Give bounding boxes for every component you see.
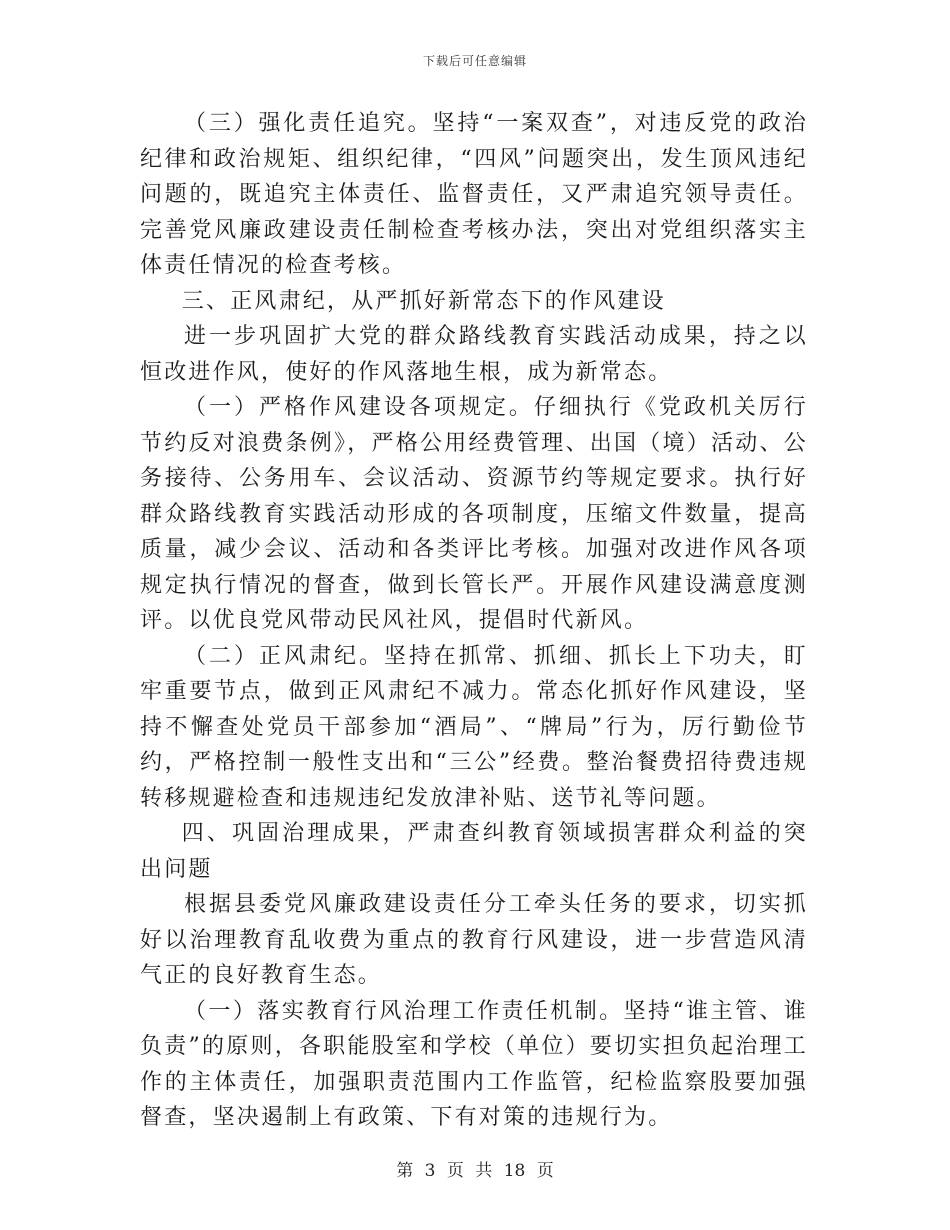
document-body <box>140 106 808 1136</box>
paragraph-strict-regulations: （一）严格作风建设各项规定。仔细执行《党政机关厉行节约反对浪费条例》，严格公用经费管理、出国（境）活动、公务接待、公务用车、会议活动、资源节约等规定要求。执行好群众路线教育实践活动形成的各项制度，压缩文件数量，提高质量，减少会议、活动和各类评比考核。加强对改进作风各项规定执行情况的督查，做到长管长严。开展作风建设满意度测评。以优良党风带动民风社风，提倡时代新风。 <box>140 395 808 633</box>
paragraph-consolidate-results: 进一步巩固扩大党的群众路线教育实践活动成果，持之以恒改进作风，使好的作风落地生根，成为新常态。 <box>140 324 808 385</box>
section-heading-4: 四、巩固治理成果，严肃查纠教育领域损害群众利益的突出问题 <box>140 821 808 882</box>
paragraph-rectify-discipline: （二）正风肃纪。坚持在抓常、抓细、抓长上下功夫，盯牢重要节点，做到正风肃纪不减力。常态化抓好作风建设，坚持不懈查处党员干部参加“酒局”、“牌局”行为，厉行勤俭节约，严格控制一般性支出和“三公”经费。整治餐费招待费违规转移规避检查和违规违纪发放津补贴、送节礼等问题。 <box>140 643 808 811</box>
page-number-footer: 第 3 页 共 18 页 <box>396 1161 554 1181</box>
paragraph-responsibility-mechanism: （一）落实教育行风治理工作责任机制。坚持“谁主管、谁负责”的原则，各职能股室和学校（单位）要切实担负起治理工作的主体责任，加强职责范围内工作监管，纪检监察股要加强督查，坚决遏制上有政策、下有对策的违规行为。 <box>140 998 808 1130</box>
page-header: 下载后可任意编辑 <box>422 54 527 68</box>
paragraph-strengthen-accountability: （三）强化责任追究。坚持“一案双查”，对违反党的政治纪律和政治规矩、组织纪律，“四风”问题突出，发生顶风违纪问题的，既追究主体责任、监督责任，又严肃追究领导责任。完善党风廉政建设责任制检查考核办法，突出对党组织落实主体责任情况的检查考核。 <box>140 111 808 278</box>
paragraph-county-committee: 根据县委党风廉政建设责任分工牵头任务的要求，切实抓好以治理教育乱收费为重点的教育行风建设，进一步营造风清气正的良好教育生态。 <box>140 892 808 988</box>
section-heading-3: 三、正风肃纪，从严抓好新常态下的作风建设 <box>181 288 666 314</box>
